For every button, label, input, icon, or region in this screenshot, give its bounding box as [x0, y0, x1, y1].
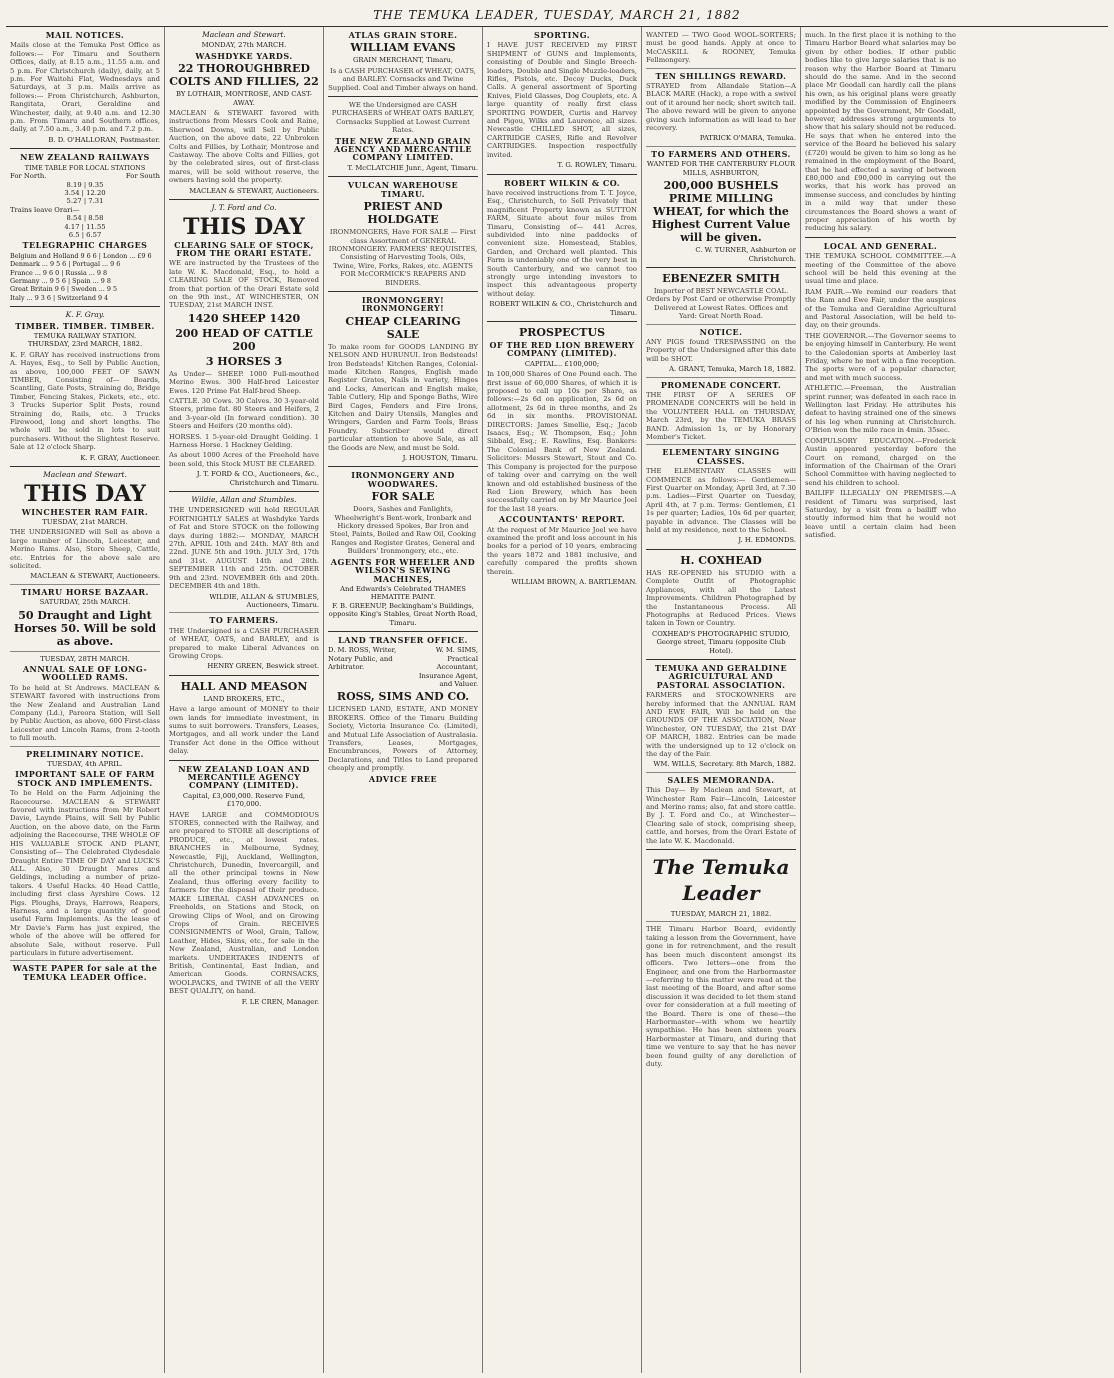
leader-date: TUESDAY, MARCH 21, 1882.	[670, 910, 772, 919]
accountants-heading: ACCOUNTANTS' REPORT.	[498, 514, 626, 525]
editorial-continued: much. In the first place it is nothing to the Timaru Harbor Board what salaries may be given by other bodies. If other public bodies like to give large salaries that is no reason why the Harbor Board at Timaru should do the same. And in the second place Mr Goodall can hardly call the plans his own, as his original plans were greatly modified by the Commission of Engineers appointed by the Government, Mr Goodall, however, addresses strong arguments to show that his salary should not be reduced. He says that when he entered into the service of the Board he believed his salary (£720) would be given to him so long as he remained in the employment of the Board, that he had effected a saving of between £80,000 and £90,000 in carrying out the works, that his work has proved an immense success, and concludes by hinting in a mild way that under these circumstances the Board shows a want of proper appreciation of his worth by reducing his salary.	[805, 31, 956, 233]
smith-heading: EBENEZER SMITH	[662, 271, 780, 285]
wilkin-body: have received instructions from T. T. Joyce, Esq., Christchurch, to Sell Privately that magnificent Property known as SUTTON FARM, Situate about four miles from Timaru, Consisting of— 441 Acres, subdivided into nine paddocks of convenient size. Homestead, Stables, Garden, and Orchard well planted. This Farm is undeniably one of the very best in South Canterbury, and we cannot too strongly urge intending investors to inspect this advantageous property without delay.	[487, 188, 637, 298]
column-1	[6, 27, 165, 1373]
timber-date: THURSDAY, 23rd MARCH, 1882.	[27, 340, 143, 349]
coal-body: Importer of BEST NEWCASTLE COAL. Orders by Post Card or otherwise Promptly Delivered at Lowest Rates. Offices and Yard: Great North Road.	[646, 286, 796, 321]
woodware-heading: IRONMONGERY AND WOODWARES.	[351, 470, 455, 489]
evans-heading: WILLIAM EVANS	[350, 41, 456, 55]
wanted-woolsorters: WANTED — TWO Good WOOL-SORTERS; must be good hands. Apply at once to McCASKILL & ROONEY, Temuka Fellmongery.	[646, 31, 796, 65]
hall-meason-heading: HALL AND MEASON	[180, 679, 308, 693]
colts-heading: 22 THOROUGHBRED COLTS AND FILLIES, 22	[169, 62, 319, 89]
clearing-heading: CLEARING SALE OF STOCK, FROM THE ORARI ESTATE.	[174, 239, 314, 258]
nzlm-body: HAVE LARGE and COMMODIOUS STORES, connected with the Railway, and are prepared to STORE all descriptions of PRODUCE, etc., at lowest rates. BRANCHES in Melbourne, Sydney, Newcastle, Fiji, Auckland, Wellington, Christchurch, Dunedin, Invercargill, and all the other principal towns in New Zealand, thus offering every facility to farmers for the disposal of their produce. MAKE LIBERAL CASH ADVANCES on Freeholds, on Stations and Stock, on Growing Clips of Wool, and on Growing Crops of Grain. RECEIVES CONSIGNMENTS of Wool, Grain, Tallow, Leather, Hides, Skins, etc., for sale in the New Zealand, Australian, and London markets. UNDERTAKES INDENTS of British, Continental, East Indian, and American Goods. CORNSACKS, WOOLPACKS, and TWINE of all the VERY BEST QUALITY, on hand.	[169, 810, 319, 996]
cattle-heading: 200 HEAD OF CATTLE 200	[175, 326, 313, 353]
local-item: RAM FAIR.—We remind our readers that the Ram and Ewe Fair, under the auspices of the Temuka and Geraldine Agricultural and Pastoral Association, will be held to-day, on their grounds.	[805, 287, 956, 330]
rail-row: 8.54 | 8.58	[66, 214, 104, 223]
singing-body: THE ELEMENTARY CLASSES will COMMENCE as follows:— Gentlemen—First Quarter on Monday, April 3rd, at 7.30 p.m. Ladies—First Quarter on Tuesday, April 4th, at 7 p.m. Terms: Gentlemen, £1 1s per quarter; Ladies, 10s 6d per quarter, payable in advance. The Classes will be held at my residence, next to the School.	[646, 467, 796, 535]
local-general-heading: LOCAL AND GENERAL.	[823, 240, 938, 251]
washdyke-heading: WASHDYKE YARDS.	[195, 50, 293, 61]
cheap-clearing-heading: CHEAP CLEARING SALE	[345, 314, 461, 341]
winchester-heading: WINCHESTER RAM FAIR.	[21, 506, 149, 517]
promenade-body: THE FIRST OF A SERIES OF PROMENADE CONCERTS will be held in the VOLUNTEER HALL on THURSDAY, March 23rd, by the TEMUKA BRASS BAND. Admission 1s, or by Honorary Member's Ticket.	[646, 390, 796, 441]
reward-body: STRAYED from Allandale Station—A BLACK MARE (Hack), a rope with a swivel out of it around her neck; short switch tail. The above reward will be given to anyone giving such information as will lead to her recovery.	[646, 82, 796, 133]
tele-row: France ... 9 6 0 | Russia ... 9 8	[10, 268, 108, 277]
rail-row: 6.5 | 6.57	[68, 230, 102, 239]
ross-sims-body: LICENSED LAND, ESTATE, AND MONEY BROKERS. Office of the Timaru Building Society, Victoria Insurance Co. (Limited), and Mutual Life Association of Australasia. Transfers, Leases, Mortgages, Encumbrances, Powers of Attorney, Declarations, and Titles to Land prepared cheaply and promptly.	[328, 705, 478, 773]
singing-signature: J. H. EDMONDS.	[738, 536, 796, 545]
column-2	[165, 27, 324, 1373]
this-day-heading: THIS DAY	[24, 480, 146, 507]
atlas-heading: ATLAS GRAIN STORE.	[348, 30, 458, 40]
sims-info: W. M. SIMS, Practical Accountant, Insurance Agent, and Valuer.	[418, 646, 478, 688]
farmers-signature: HENRY GREEN, Beswick street.	[207, 662, 319, 671]
postmaster-signature: B. D. O'HALLORAN, Postmaster.	[48, 135, 160, 144]
vulcan-heading: VULCAN WAREHOUSE TIMARU.	[347, 180, 459, 199]
railways-subheading: TIME TABLE FOR LOCAL STATIONS	[24, 163, 146, 172]
local-item: COMPULSORY EDUCATION.—Frederick Austin appeared yesterday before the Court on remand, charged on the information of the Chairman of the Orari School Committee with having neglected to send his children to school.	[805, 436, 956, 487]
timber-signature: K. F. GRAY, Auctioneer.	[80, 453, 160, 462]
kf-gray-heading: K. F. Gray.	[65, 310, 105, 320]
thames-line: And Edwards's Celebrated THAMES HEMATITE PAINT.	[340, 584, 466, 602]
cleared-note: As about 1000 Acres of the Freehold have been sold, this Stock MUST BE CLEARED.	[169, 451, 319, 468]
monday-date: MONDAY, 27th MARCH.	[201, 41, 287, 50]
wildie-heading: Wildie, Allan and Stumbles.	[191, 495, 297, 505]
waste-paper-notice: WASTE PAPER for sale at the TEMUKA LEADER Office.	[12, 963, 158, 982]
ms-heading: Maclean and Stewart.	[43, 470, 127, 480]
bazaar-date: SATURDAY, 25th MARCH.	[39, 598, 131, 607]
this-day-heading: THIS DAY	[183, 213, 305, 240]
timber-sub: TEMUKA RAILWAY STATION.	[33, 332, 137, 340]
ross-info: D. M. ROSS, Writer, Notary Public, and Arbitrator.	[328, 646, 397, 672]
bushels-line: 200,000 BUSHELS PRIME MILLING WHEAT, for which the Highest Current Value will be given.	[651, 179, 791, 245]
cash-purchasers-body: WE the Undersigned are CASH PURCHASERS of WHEAT OATS BARLEY, Cornsacks Supplied at Lowest Current Rates.	[331, 101, 475, 135]
jtf-signature: J. T. FORD & CO., Auctioneers, &c., Christchurch and Timaru.	[196, 470, 319, 487]
clearing-body: WE are instructed by the Trustees of the late W. K. Macdonald, Esq., to hold a CLEARING SALE OF STOCK, Removed from that portion of the Orari Estate sold on the 9th inst., AT WINCHESTER, ON TUESDAY, 21st MARCH INST.	[169, 259, 319, 310]
advice-free: ADVICE FREE	[368, 773, 438, 784]
evans-sub: GRAIN MERCHANT, Timaru,	[352, 56, 454, 65]
wildie-signature: WILDIE, ALLAN & STUMBLES, Auctioneers, Timaru.	[209, 592, 319, 609]
accountants-body: At the request of Mr Maurice Joel we have examined the profit and loss account in his books for a period of 10 years, embracing the years 1872 and 1881 inclusive, and carefully compared the profits shown therein.	[487, 525, 637, 576]
horses-heading: 3 HORSES 3	[205, 354, 283, 368]
editorial-body: THE Timaru Harbor Board, evidently taking a lesson from the Government, have gone in for retrenchment, and the result has been much discontent amongst its officers. Two letters—one from the Engineer, and one from the Harbormaster—referring to this matter were read at the last meeting of the Board, and after some discussion it was decided to let them stand over for consideration at a full meeting of the Board. There is one of these—the Harbormaster—with whom we heartily sympathise. He has been sixteen years Harbormaster at Timaru, and during that time we venture to say that he has never been found guilty of any dereliction of duty.	[646, 925, 796, 1068]
rail-row: 8.19 | 9.35	[66, 180, 104, 189]
hall-sub: LAND BROKERS, ETC.,	[203, 694, 285, 703]
coxhead-body: HAS RE-OPENED his STUDIO with a Complete Outfit of Photographic Appliances, with all the Latest Improvements. Children Photographed by the Instantaneous Process. All Photographs at Reduced Prices. Views taken in Town or Country.	[646, 568, 796, 628]
rams-heading: ANNUAL SALE OF LONG-WOOLLED RAMS.	[22, 663, 148, 683]
colts-by: BY LOTHAIR, MONTROSE, AND CAST-AWAY.	[176, 90, 312, 107]
ironmongery-signature: J. HOUSTON, Timaru.	[402, 454, 478, 463]
cattle-list: CATTLE. 30 Cows. 30 Calves. 30 3-year-old Steers, prime fat. 80 Steers and Heifers, 2 and 3-year-old (In forward condition). 30 Steers and Heifers (20 months old).	[169, 396, 319, 431]
rail-row: 3.54 | 12.20	[64, 188, 106, 197]
railways-heading: NEW ZEALAND RAILWAYS	[20, 152, 150, 163]
evans-body: Is a CASH PURCHASER of WHEAT, OATS, and BARLEY. Cornsacks and Twine Supplied. Coal and Timber always on hand.	[328, 66, 478, 92]
column-6	[801, 27, 960, 1373]
grant-signature: A. GRANT, Temuka, March 18, 1882.	[669, 365, 796, 374]
prospectus-heading: PROSPECTUS	[518, 326, 606, 339]
sporting-heading: SPORTING.	[533, 30, 591, 40]
tele-row: Italy ... 9 3 6 | Switzerland 9 4	[10, 293, 109, 302]
sheep-heading: 1420 SHEEP 1420	[187, 311, 301, 325]
coxhead-heading: H. COXHEAD	[680, 553, 762, 567]
rams-body: To be held at St Andrews. MACLEAN & STEWART favored with instructions from the New Zealand and Australian Land Company (Ld.), Pareora Station, will Sell by Public Auction, as above, 600 First-class Leicester and Lincoln Rams, from 2-tooth to full mouth.	[10, 683, 160, 743]
wildie-body: THE UNDERSIGNED will hold REGULAR FORTNIGHTLY SALES at Washdyke Yards of Fat and Store STOCK on the following days during 1882:— MONDAY, MARCH 27th. APRIL 10th and 24th. MAY 8th and 22nd. JUNE 5th and 19th. JULY 3rd, 17th and 31st. AUGUST 14th and 28th. SEPTEMBER 11th and 25th. OCTOBER 9th and 23rd. NOVEMBER 6th and 20th. DECEMBER 4th and 18th.	[169, 506, 319, 591]
priest-heading: PRIEST AND HOLDGATE	[363, 200, 443, 227]
notice-heading: NOTICE.	[699, 326, 743, 337]
farmers-body: THE Undersigned is a CASH PURCHASER of WHEAT, OATS, and BARLEY, and is prepared to make Liberal Advances on Growing Crops.	[169, 626, 319, 660]
colts-signature: MACLEAN & STEWART, Auctioneers.	[189, 186, 319, 195]
prelim-date: TUESDAY, 4th APRIL.	[47, 760, 123, 769]
mail-notices-heading: MAIL NOTICES.	[45, 30, 125, 40]
accountants-signature: WILLIAM BROWN, A. BARTLEMAN.	[511, 577, 637, 586]
trains-leave-label: Trains leave Orari—	[10, 205, 80, 214]
show-signature: WM. WILLS, Secretary. 8th March, 1882.	[653, 760, 796, 769]
nz-grain-heading: THE NEW ZEALAND GRAIN AGENCY AND MERCANTILE COMPANY LIMITED.	[334, 135, 472, 163]
ms-heading: Maclean and Stewart.	[202, 30, 286, 39]
rail-north-label: For North.	[10, 172, 47, 181]
for-sale-body: Doors, Sashes and Fanlights, Wheelwright's Bent-work, Ironbark and Hickory dressed Spokes, Bar Iron and Steel, Paints, Boiled and Raw Oil, Cooking Ranges and Register Grates, General and Builders' Ironmongery, etc., etc.	[329, 505, 477, 556]
local-item: ATHLETIC.—Freeman, the Australian sprint runner, was defeated in each race in Wellington last Friday. He attributes his defeat to having strained one of the sinews of his leg when running at Christchurch. O'Brien won the mile race in 4min. 35sec.	[805, 384, 956, 435]
mail-notices-body: Mails close at the Temuka Post Office as follows:— For Timaru and Southern Offices, daily, at 8.15 a.m., 11.55 a.m. and 5 p.m. For Christchurch (daily), daily, at 5 p.m. For Waitohi Flat, Wednesdays and Saturdays, at 3 p.m. Mails arrive as follows:— From Christchurch, Ashburton, Rangitata, Orari, Geraldine and Winchester, daily, at 9.40 a.m. and 12.30 p.m. From Timaru and Southern offices, daily, at 7.50 a.m., 3.40 p.m. and 7.2 p.m.	[10, 41, 160, 134]
timber-body: K. F. GRAY has received instructions from A. Hayes, Esq., to Sell by Public Auction, as above, 100,000 FEET OF SAWN TIMBER, Consisting of— Boards, Scantling, Gate Posts, Straining do, Bridge Timber, Fencing Stakes, Pickets, etc., etc. 3 Trucks Superior Split Posts, round Straining do, Rails, etc. 3 Trucks Firewood, long and short lengths. The whole will be sold in lots to suit purchasers. Without the Slightest Reserve. Sale at 12 o'clock Sharp.	[10, 350, 160, 452]
wilkin-heading: ROBERT WILKIN & CO.	[503, 177, 621, 188]
agents-heading: AGENTS FOR WHEELER AND WILSON'S SEWING MACHINES,	[330, 556, 476, 584]
hall-body: Have a large amount of MONEY to their own lands for immediate investment, in sums to suit borrowers. Transfers, Leases, Mortgages, and all work under the Land Transfer Act done in the Office without delay.	[169, 705, 319, 756]
sheep-list: As Under— SHEEP. 1000 Full-mouthed Merino Ewes. 300 Half-bred Leicester Ewes. 120 Prime Fat Half-bred Sheep.	[169, 369, 319, 395]
local-item: THE TEMUKA SCHOOL COMMITTEE.—A meeting of the Committee of the above school will be held this evening at the usual time and place.	[805, 252, 956, 286]
colts-body: MACLEAN & STEWART favored with instructions from Messrs Cook and Raine, Sherwood Downs, will Sell by Public Auction, on the above date, 22 Unbroken Colts and Fillies, by Lothair, Montrose and Castaway. The above Colts and Fillies, got by the celebrated sires, out of first-class mares, will be sold without reserve, the owners having sold the property.	[169, 109, 319, 185]
reward-signature: PATRICK O'MARA, Temuka.	[699, 134, 796, 143]
singing-heading: ELEMENTARY SINGING CLASSES.	[662, 447, 780, 466]
flour-mills-line: WANTED FOR THE CANTERBURY FLOUR MILLS, ASHBURTON,	[646, 160, 796, 177]
show-body: FARMERS and STOCKOWNERS are hereby informed that the ANNUAL RAM AND EWE FAIR, Will be held on the GROUNDS OF THE ASSOCIATION, Near Winchester, ON TUESDAY, the 21st DAY OF MARCH, 1882. Entries can be made with the undersigned up to 12 o'clock on the day of the Fair.	[646, 691, 796, 758]
notice-body: ANY PIGS found TRESPASSING on the Property of the Undersigned after this date will be SHOT.	[646, 337, 796, 363]
prelim-body: To be Held on the Farm Adjoining the Racecourse. MACLEAN & STEWART favored with instructions from Mr Robert Davie, Laynde Plains, will Sell by Public Auction, on the above date, on the Farm adjoining the Racecourse, THE WHOLE OF HIS VALUABLE STOCK AND PLANT, Consisting of— The Celebrated Clydesdale Draught Entire TIME OF DAY and LUCK'S ALL. Also, 30 Draught Mares and Geldings, including a number of prize-takers. 4 Useful Hacks. 40 Head Cattle, including first class Ayrshire Cows. 12 Pigs. Ploughs, Drays, Harrows, Reapers, Harness, and a large quantity of good useful Farm Implements. As the lease of Mr Davie's Farm has just expired, the whole of the above will be offered for absolute Sale, without reserve. Full particulars in future advertisement.	[10, 789, 161, 957]
tele-row: Denmark ... 9 5 6 | Portugal ... 9 6	[10, 260, 121, 269]
nzlm-capital: Capital, £3,000,000. Reserve Fund, £170,000.	[182, 791, 306, 809]
nzlm-signature: F. LE CREN, Manager.	[241, 997, 319, 1006]
important-heading: IMPORTANT SALE OF FARM STOCK AND IMPLEMENTS.	[15, 769, 155, 788]
timber-heading: TIMBER. TIMBER. TIMBER.	[15, 320, 155, 331]
tele-row: Belgium and Holland 9 6 6 | London ... £9 6	[10, 251, 152, 260]
leader-title: The Temuka Leader	[652, 855, 790, 906]
greenup-signature: F. B. GREENUP, Beckingham's Buildings, opposite King's Stables, Great North Road, Timaru.	[328, 601, 478, 627]
rail-row: 5.27 | 7.31	[66, 197, 104, 206]
ironmongery-body: To make room for GOODS LANDING BY NELSON AND HURUNUI. Iron Bedsteads! Iron Bedsteads! Kitchen Ranges, Colonial-made Kitchen Ranges, English made Register Grates, Nails in variety, Hinges and Locks, American and English make, Table Cutlery, Hip and Sponge Baths, Wire Bird Cages, Fenders and Fire Irons, Kitchen and Dairy Utensils, Mangles and Wringers, Garden and Farm Tools, Brass Foundry. Subscriber would direct particular attention to above Sale, as all the Goods are New, and must be Sold.	[328, 342, 478, 452]
prelim-heading: PRELIMINARY NOTICE.	[26, 748, 144, 759]
horses-list: HORSES. 1 5-year-old Draught Gelding. 1 Harness Horse. 1 Hackney Gelding.	[169, 432, 319, 449]
rail-south-label: For South	[125, 172, 160, 181]
nzlm-heading: NEW ZEALAND LOAN AND MERCANTILE AGENCY COMPANY (LIMITED).	[178, 763, 310, 791]
column-5	[642, 27, 801, 1373]
brewery-heading: OF THE RED LION BREWERY COMPANY (LIMITED).	[489, 340, 635, 359]
columns	[6, 27, 1108, 1373]
winchester-date: TUESDAY, 21st MARCH.	[42, 517, 128, 526]
tele-row: Great Britain 9 6 | Sweden ... 9 5	[10, 285, 118, 294]
sporting-body: I HAVE JUST RECEIVED my FIRST SHIPMENT of GUNS and Implements, consisting of Double and Single Breech-loaders, Double and Single Muzzle-loaders, Rifles, Pistols, etc. Decoy Ducks, Duck Calls. A general assortment of Sporting Knives, Field Glasses, Dog Couplets, etc. A large quantity of really first class SPORTING POWDER, Curtis and Harvey and Pigou, Wilks and Laurence, all sizes. Newcastle CHILLED SHOT, all sizes, CARTRIDGE CASES, Rifle and Revolver CARTRIDGES. Inspection respectfully invited.	[487, 41, 637, 159]
priest-body: IRONMONGERS, Have FOR SALE — First class Assortment of GENERAL IRONMONGERY. FARMERS' REQUISITES, Consisting of Harvesting Tools, Oils, Twine, Wire, Forks, Rakes, etc. AGENTS FOR McCORMICK'S REAPERS AND BINDERS.	[328, 228, 478, 287]
brewery-capital: CAPITAL... £100,000;	[524, 359, 600, 368]
ms-signature: MACLEAN & STEWART, Auctioneers.	[30, 572, 160, 581]
for-sale-heading: FOR SALE	[371, 490, 435, 504]
memo-body: This Day— By Maclean and Stewart, at Winchester Ram Fair—Lincoln, Leicester and Merino rams; also, fat and store cattle. By J. T. Ford and Co., at Winchester—Clearing sale of stock, comprising sheep, cattle, and horses, from the Orari Estate of the late W. K. Macdonald.	[646, 786, 796, 845]
local-item: BAILIFF ILLEGALLY ON PREMISES.—A resident of Timaru was surprised, last Saturday, by a visit from a bailiff who stoutly informed him that he would not leave until a certain claim had been satisfied.	[805, 489, 956, 540]
brewery-body: In 100,000 Shares of One Pound each. The first issue of 60,000 Shares, of which it is proposed to call up 10s per Share, as follows:—2s 6d on application, 2s 6d on allotment, 2s 6d in three months, and 2s 6d in six months. PROVISIONAL DIRECTORS: James Smellie, Esq.; Jacob Isaacs, Esq.; W. Thompson, Esq.; John Sibbald, Esq.; E. Rawlins, Esq. Bankers: The Colonial Bank of New Zealand. Solicitors: Messrs Stewart, Stout and Co. This Company is projected for the purpose of taking over and carrying on the well known and old established business of the Red Lion Brewery, which has been successfully carried on by Mr Maurice Joel for the last 18 years.	[487, 370, 637, 513]
land-transfer-heading: LAND TRANSFER OFFICE.	[338, 634, 468, 645]
tele-row: Germany ... 9 5 6 | Spain ... 9 8	[10, 276, 111, 285]
wilkin-signature: ROBERT WILKIN & CO., Christchurch and Timaru.	[489, 300, 637, 317]
memo-heading: SALES MEMORANDA.	[667, 774, 775, 785]
bazaar-heading: TIMARU HORSE BAZAAR.	[21, 586, 149, 597]
show-heading: TEMUKA AND GERALDINE AGRICULTURAL AND PASTORAL ASSOCIATION.	[654, 662, 788, 690]
column-4	[483, 27, 642, 1373]
sporting-signature: T. G. ROWLEY, Timaru.	[557, 161, 637, 170]
tues28-date: TUESDAY, 28TH MARCH.	[40, 654, 130, 663]
promenade-heading: PROMENADE CONCERT.	[660, 379, 782, 390]
studio-line: COXHEAD'S PHOTOGRAPHIC STUDIO, George street, Timaru (opposite Club Hotel).	[652, 629, 790, 655]
rail-row: 4.17 | 11.55	[64, 222, 106, 231]
jtf-heading: J. T. Ford and Co.	[211, 203, 277, 213]
farmers-heading: TO FARMERS.	[209, 615, 279, 626]
nz-grain-signature: T. McCLATCHIE Junr., Agent, Timaru.	[347, 163, 478, 172]
ross-sims-heading: ROSS, SIMS AND CO.	[336, 690, 470, 704]
farmers-others-heading: TO FARMERS AND OTHERS.	[651, 148, 791, 159]
column-3	[324, 27, 483, 1373]
reward-heading: TEN SHILLINGS REWARD.	[655, 70, 787, 81]
winchester-body: THE UNDERSIGNED will Sell as above a large number of Lincoln, Leicester, and Merino Rams. Also, Store Sheep, Cattle, etc. Entries for the above sale are solicited.	[10, 528, 160, 570]
local-item: THE GOVERNOR.—The Governor seems to be enjoying himself in Canterbury. He went to the Caledonian sports at Amberley last Friday, where he met with a fine reception. The sports were of a popular character, and met with much success.	[805, 331, 956, 382]
bazaar-body: 50 Draught and Light Horses 50. Will be sold as above.	[13, 608, 157, 648]
telegraphic-heading: TELEGRAPHIC CHARGES	[22, 240, 148, 251]
masthead: THE TEMUKA LEADER, TUESDAY, MARCH 21, 1882	[6, 4, 1108, 27]
ironmongery-heading: IRONMONGERY! IRONMONGERY!	[361, 294, 445, 314]
turner-signature: C. W. TURNER, Ashburton or Christchurch.	[695, 246, 796, 263]
